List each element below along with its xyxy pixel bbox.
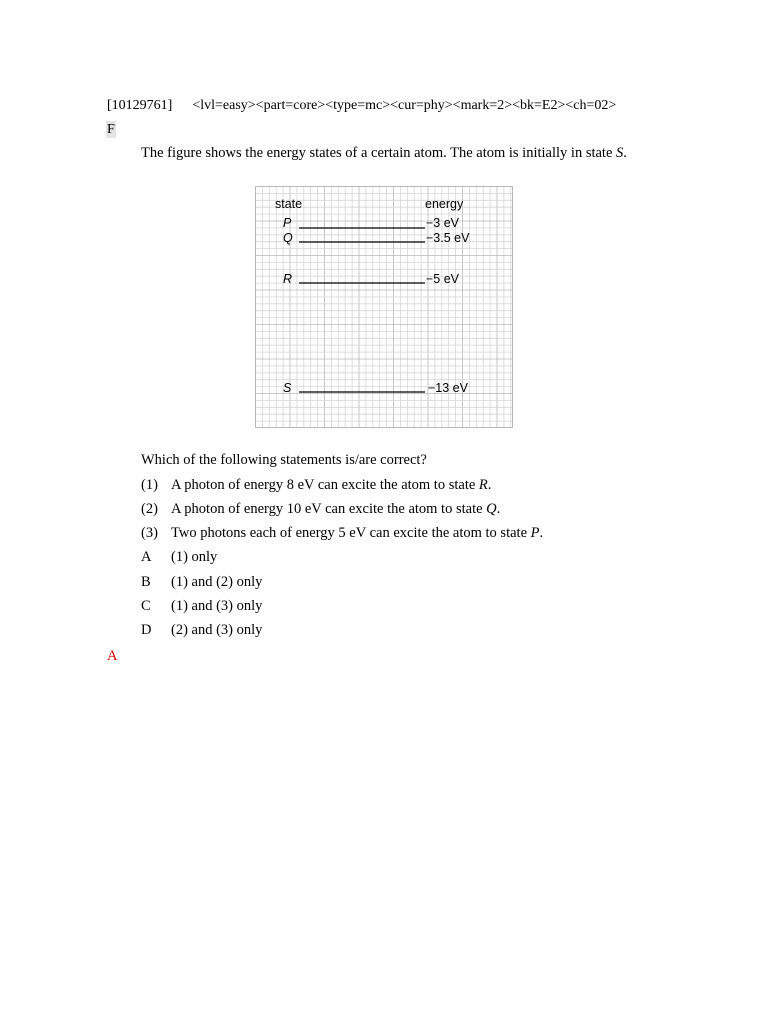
question-intro-state: S — [616, 145, 624, 161]
option-letter: D — [141, 622, 152, 638]
option-b[interactable] — [141, 574, 262, 591]
statement-2 — [141, 501, 500, 518]
statement-end: . — [539, 525, 544, 541]
level-p-state: P — [283, 216, 292, 230]
option-a[interactable] — [141, 549, 217, 566]
option-text: (1) and (3) only — [171, 598, 263, 614]
level-s-state: S — [283, 381, 292, 395]
level-q-energy: −3.5 eV — [426, 231, 470, 245]
question-intro-end: . — [623, 145, 627, 161]
level-q-state: Q — [283, 231, 293, 245]
statement-text: Two photons each of energy 5 eV can excite the atom to state — [171, 525, 531, 541]
statement-3 — [141, 525, 543, 542]
question-intro — [141, 142, 661, 164]
question-stem: Which of the following statements is/are correct? — [141, 452, 427, 468]
question-header — [107, 98, 616, 114]
question-intro-text: The figure shows the energy states of a certain atom. The atom is initially in state — [141, 145, 613, 161]
statement-state: R — [478, 477, 488, 493]
option-letter: A — [141, 549, 152, 565]
statement-1 — [141, 477, 491, 494]
statement-text: A photon of energy 8 eV can excite the atom to state — [171, 477, 479, 493]
option-d[interactable] — [141, 622, 262, 639]
level-r-state: R — [283, 272, 293, 286]
statement-number: (2) — [141, 501, 158, 517]
statement-number: (3) — [141, 525, 158, 541]
level-s-energy: −13 eV — [428, 381, 468, 395]
statement-text: A photon of energy 10 eV can excite the atom to state — [171, 501, 487, 517]
statement-state: P — [530, 525, 540, 541]
energy-level-diagram — [255, 186, 513, 428]
statement-end: . — [496, 501, 501, 517]
option-text: (1) only — [171, 549, 218, 565]
level-r-energy: −5 eV — [426, 272, 460, 286]
option-text: (1) and (2) only — [171, 574, 263, 590]
question-tags: <lvl=easy><part=core><type=mc><cur=phy><mark=2><bk=E2><ch=02> — [192, 98, 617, 113]
option-letter: B — [141, 574, 151, 590]
statement-end: . — [487, 477, 492, 493]
level-p-energy: −3 eV — [426, 216, 460, 230]
option-letter: C — [141, 598, 151, 614]
energy-header: energy — [425, 197, 464, 211]
question-id: [10129761] — [107, 98, 173, 113]
state-header: state — [275, 197, 303, 211]
option-text: (2) and (3) only — [171, 622, 263, 638]
section-marker: F — [107, 122, 115, 137]
option-c[interactable] — [141, 598, 262, 615]
statement-number: (1) — [141, 477, 158, 493]
statement-state: Q — [486, 501, 497, 517]
energy-level-figure — [255, 186, 513, 428]
answer-key: A — [107, 648, 118, 664]
